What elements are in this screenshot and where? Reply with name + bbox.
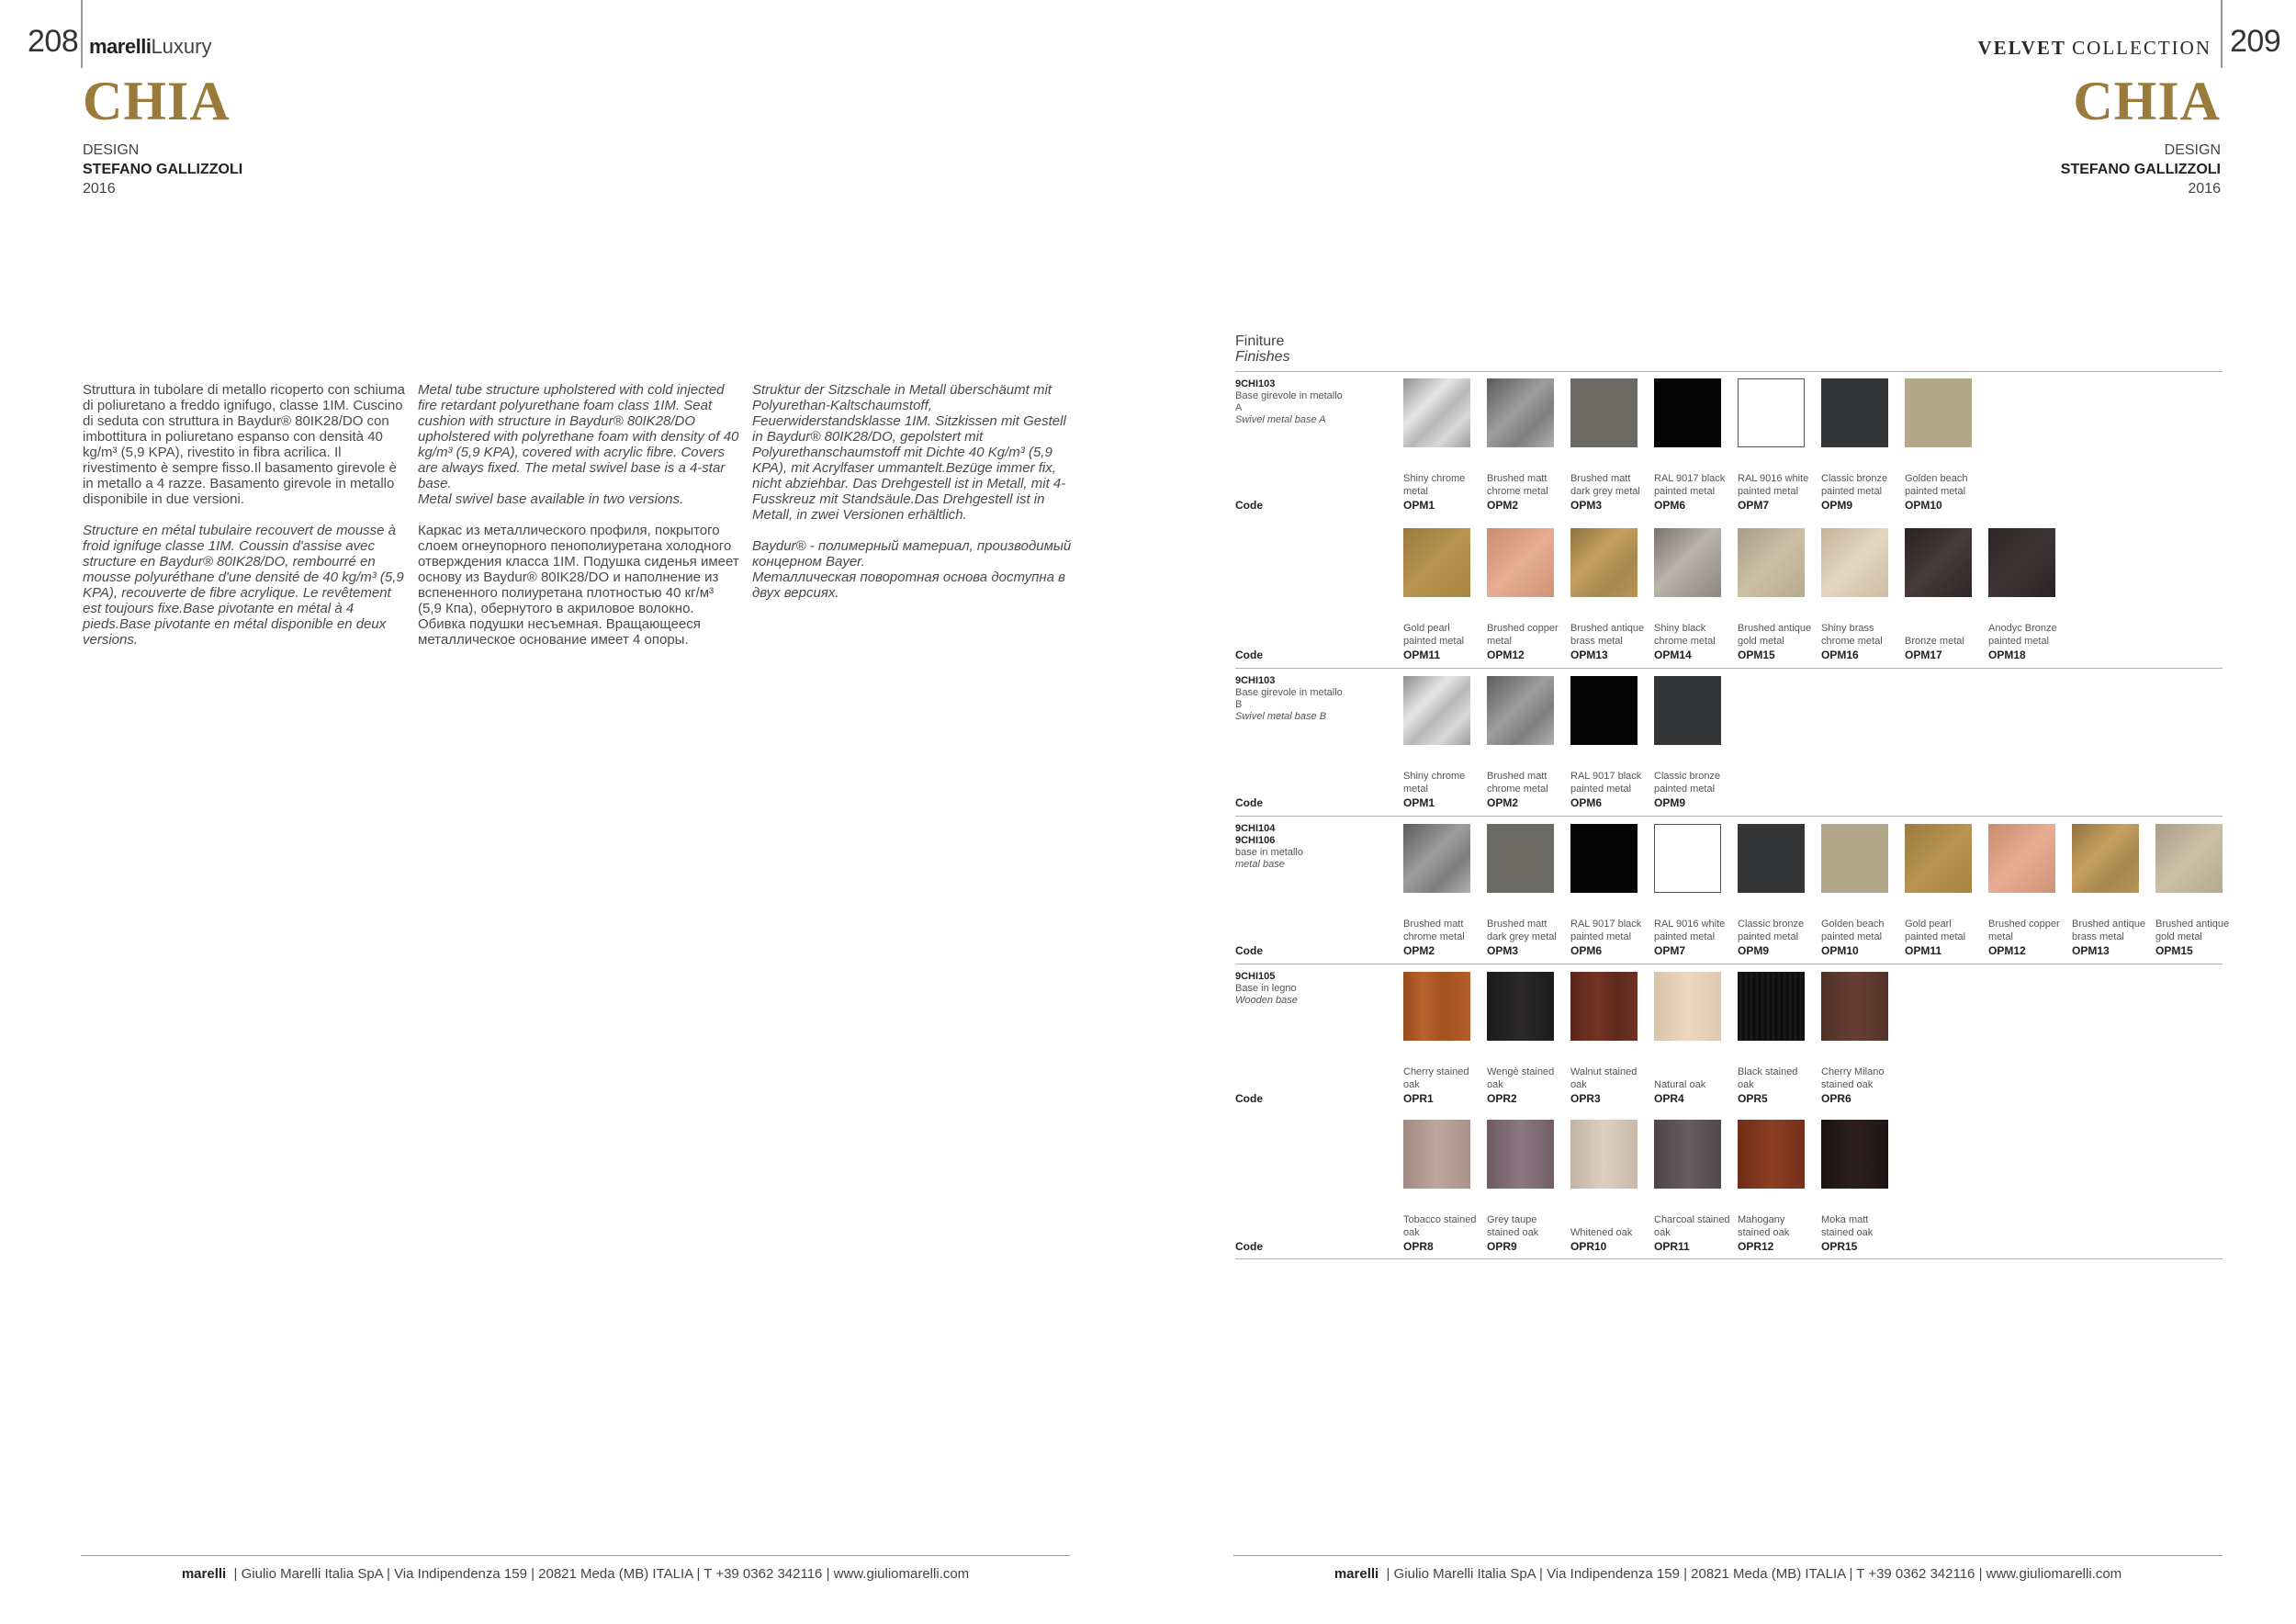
finish-label: Black stained oak [1738,1066,1798,1090]
finish-swatch [1570,528,1638,597]
finish-swatch [1487,972,1554,1041]
product-title-right: CHIA [2073,71,2221,131]
finish-code: OPM14 [1654,648,1692,661]
finish-code: OPR2 [1487,1092,1517,1105]
finish-label: RAL 9016 white painted metal [1654,919,1726,942]
design-label: DESIGN [2164,142,2221,158]
finish-code: OPM9 [1738,944,1770,957]
finish-label: Brushed antique gold metal [2155,919,2230,942]
finish-swatch [1570,824,1638,893]
brand-line: Luxury [151,35,212,58]
header-divider-left [81,0,83,68]
finish-label: Walnut stained oak [1570,1066,1638,1090]
finish-label: Brushed copper metal [1988,919,2060,942]
description-french: Structure en métal tubulaire recouvert de mousse à froid ignifuge classe 1IM. Coussin d'assise avec structure en Baydur® 80IK28/DO, rembourré en mousse polyuréthane d'une densité de 40 kg/m³ (5,9 KPA), recouverte de fibre acrylique. Le revêtement est toujours fixe.Base pivotante en métal à 4 pieds.Base pivotante en métal disponible en deux versions. [83,523,404,648]
finish-label: Shiny black chrome metal [1654,623,1716,647]
finish-code: OPM6 [1570,944,1603,957]
finish-code: OPM9 [1654,796,1686,809]
finish-code: OPM12 [1988,944,2026,957]
finish-label: Shiny chrome metal [1403,771,1466,795]
finish-code: OPM1 [1403,499,1435,512]
code-row-label: Code [1235,1240,1263,1253]
finish-label: Charcoal stained oak [1654,1214,1730,1238]
finish-code: OPR1 [1403,1092,1434,1105]
finish-swatch [1821,972,1888,1041]
finish-code: OPM11 [1905,944,1942,957]
finish-code: OPM18 [1988,648,2026,661]
description-italian: Struttura in tubolare di metallo ricoperto con schiuma di poliuretano a freddo ignifugo, classe 1IM. Cuscino di seduta con struttura in Baydur® 80IK28/DO con imbottitura in poliuretano espanso con densità 40 kg/m³ (5,9 KPA), rivestito in fibra acrilica. Il rivestimento è sempre fisso.Il basamento girevole è in metallo a 4 razze. Basamento girevole in metallo disponibile in due versioni. [83,382,406,507]
finish-swatch [1905,378,1972,447]
finish-label: Whitened oak [1570,1227,1633,1238]
finish-label: Brushed matt dark grey metal [1487,919,1557,942]
finish-label: Gold pearl painted metal [1403,623,1465,647]
finish-label: Brushed matt dark grey metal [1570,473,1640,497]
collection-rest: COLLECTION [2072,37,2212,59]
brand-name: marelli [89,35,152,58]
finish-swatch [1905,528,1972,597]
footer-brand: marelli [1334,1566,1379,1582]
finishes-title-it: Finiture [1235,333,1285,349]
finish-label: Bronze metal [1905,636,1964,647]
description-col-1 [83,382,406,663]
finish-code: OPR4 [1654,1092,1684,1105]
finish-label: Brushed matt chrome metal [1403,919,1465,942]
finish-code: OPR6 [1821,1092,1851,1105]
group-desc-it: Base in legno [1235,983,1297,994]
description-col-2 [418,382,741,663]
finishes-rule [1235,668,2223,669]
finish-group-label [1235,675,1345,723]
finish-label: Classic bronze painted metal [1738,919,1805,942]
finish-swatch [1738,824,1805,893]
finish-swatch [1403,972,1470,1041]
finish-swatch [1487,676,1554,745]
finish-swatch [1654,378,1721,447]
finish-swatch [1570,1120,1638,1189]
design-credit-right [2061,141,2221,198]
finishes-rule [1235,371,2223,372]
finish-label: Golden beach painted metal [1821,919,1885,942]
finish-code: OPM15 [1738,648,1775,661]
group-code: 9CHI105 [1235,971,1276,982]
code-row-label: Code [1235,648,1263,661]
finish-label: RAL 9017 black painted metal [1654,473,1726,497]
finish-code: OPM16 [1821,648,1859,661]
finish-label: Cherry stained oak [1403,1066,1469,1090]
finish-group-label [1235,378,1345,426]
finish-code: OPM7 [1738,499,1770,512]
collection-bold: VELVET [1977,37,2066,59]
finish-label: Shiny brass chrome metal [1821,623,1883,647]
description-russian-note: Baydur® - полимерный материал, производимый концерном Bayer. Металлическая поворотная основа доступна в двух версиях. [752,538,1072,601]
finish-code: OPM17 [1905,648,1942,661]
finish-swatch [1654,528,1721,597]
finish-label: Shiny chrome metal [1403,473,1466,497]
page-number-right: 209 [2230,24,2281,59]
finish-swatch [1403,676,1470,745]
finish-swatch [2072,824,2139,893]
group-desc-en: Swivel metal base B [1235,711,1327,722]
description-english: Metal tube structure upholstered with cold injected fire retardant polyurethane foam class 1IM. Seat cushion with structure in Baydur® 80IK28/DO upholstered with polyrethane foam with density of 40 kg/m³ (5,9 KPA), covered with acrylic fibre. Covers are always fixed. The metal swivel base is a 4-star base. Metal swivel base available in two versions. [418,382,739,507]
finish-code: OPM2 [1487,796,1519,809]
finishes-rule [1235,1258,2223,1259]
finish-label: Moka matt stained oak [1821,1214,1874,1238]
group-code: 9CHI106 [1235,835,1276,846]
finish-swatch [1403,1120,1470,1189]
finish-code: OPM7 [1654,944,1686,957]
finish-swatch [1905,824,1972,893]
finish-swatch [1821,1120,1888,1189]
description-col-3 [752,382,1075,616]
finish-swatch [1738,378,1805,447]
finish-code: OPM1 [1403,796,1435,809]
finish-label: Anodyc Bronze painted metal [1988,623,2057,647]
group-code: 9CHI104 [1235,823,1276,834]
finish-label: Brushed matt chrome metal [1487,473,1548,497]
finish-swatch [1403,528,1470,597]
finish-code: OPR3 [1570,1092,1601,1105]
finish-label: Cherry Milano stained oak [1821,1066,1885,1090]
group-desc-en: metal base [1235,859,1285,870]
finish-code: OPM12 [1487,648,1525,661]
finish-swatch [1654,1120,1721,1189]
finish-label: Brushed copper metal [1487,623,1559,647]
footer-brand: marelli [181,1566,227,1582]
finish-code: OPM13 [2072,944,2110,957]
finish-label: Classic bronze painted metal [1654,771,1721,795]
finish-label: Wengè stained oak [1487,1066,1555,1090]
finish-code: OPR11 [1654,1240,1690,1253]
finish-label: Grey taupe stained oak [1487,1214,1539,1238]
design-year: 2016 [83,181,116,197]
group-code: 9CHI103 [1235,675,1276,686]
collection-name [1977,37,2212,60]
finish-code: OPR15 [1821,1240,1858,1253]
finish-label: Brushed antique brass metal [1570,623,1645,647]
group-code: 9CHI103 [1235,378,1276,389]
finish-swatch [1487,1120,1554,1189]
finish-swatch [1988,824,2055,893]
finish-label: Brushed antique brass metal [2072,919,2146,942]
header-divider-right [2221,0,2223,68]
finish-label: Golden beach painted metal [1905,473,1968,497]
finish-label: Classic bronze painted metal [1821,473,1888,497]
page-number-left: 208 [28,24,79,59]
finish-label: RAL 9017 black painted metal [1570,771,1642,795]
finishes-title-en: Finishes [1235,349,1290,365]
code-row-label: Code [1235,499,1263,512]
finish-swatch [1738,972,1805,1041]
finish-swatch [1570,676,1638,745]
finish-label: Brushed matt chrome metal [1487,771,1548,795]
finish-code: OPM3 [1487,944,1519,957]
finish-code: OPM9 [1821,499,1853,512]
designer-name: STEFANO GALLIZZOLI [2060,162,2221,177]
footer-rule-right [1233,1555,2223,1556]
finish-swatch [1821,378,1888,447]
finish-code: OPR9 [1487,1240,1517,1253]
finish-label: Natural oak [1654,1079,1706,1090]
finish-swatch [1654,676,1721,745]
finish-code: OPR5 [1738,1092,1768,1105]
finish-swatch [1821,528,1888,597]
finish-swatch [1570,972,1638,1041]
code-row-label: Code [1235,1092,1263,1105]
finish-code: OPM13 [1570,648,1608,661]
finishes-rule [1235,816,2223,817]
design-credit-left [83,141,242,198]
finish-label: RAL 9017 black painted metal [1570,919,1642,942]
finish-group-label [1235,823,1345,871]
designer-name: STEFANO GALLIZZOLI [83,162,243,177]
footer-rule-left [81,1555,1070,1556]
finish-label: Mahogany stained oak [1738,1214,1790,1238]
finish-swatch [1654,972,1721,1041]
finish-code: OPM2 [1403,944,1435,957]
finish-swatch [1487,528,1554,597]
finish-swatch [2155,824,2223,893]
finish-code: OPM10 [1821,944,1859,957]
code-row-label: Code [1235,944,1263,957]
finish-code: OPR10 [1570,1240,1607,1253]
code-row-label: Code [1235,796,1263,809]
finish-swatch [1570,378,1638,447]
finish-label: Gold pearl painted metal [1905,919,1966,942]
footer-contact: | Giulio Marelli Italia SpA | Via Indipendenza 159 | 20821 Meda (MB) ITALIA | T +39 0362 342116 | www.giuliomarelli.com [233,1566,970,1582]
footer-right [1233,1566,2223,1582]
finish-code: OPM6 [1570,796,1603,809]
finishes-heading [1235,333,2223,365]
finish-swatch [1487,378,1554,447]
finish-swatch [1821,824,1888,893]
finish-label: Tobacco stained oak [1403,1214,1477,1238]
finish-code: OPM10 [1905,499,1942,512]
finish-swatch [1654,824,1721,893]
product-title-left: CHIA [83,71,231,131]
finish-swatch [1738,1120,1805,1189]
finish-code: OPM6 [1654,499,1686,512]
footer-left [81,1566,1070,1582]
design-year: 2016 [2188,181,2221,197]
group-desc-it: base in metallo [1235,847,1303,858]
finish-swatch [1487,824,1554,893]
finish-code: OPM11 [1403,648,1441,661]
finish-code: OPM15 [2155,944,2193,957]
description-russian: Каркас из металлического профиля, покрытого слоем огнеупорного пенополиуретана холодного отверждения класса 1IM. Подушка сиденья имеет основу из Baydur® 80IK28/DO и наполнение из вспененного полиуретана плотностью 40 кг/м³ (5,9 Кпа), обернутого в акриловое волокно. Обивка подушки несъемная. Вращающееся металлическое основание имеет 4 опоры. [418,523,739,648]
brand-logo [89,35,211,59]
finish-swatch [1738,528,1805,597]
group-desc-it: Base girevole in metallo A [1235,390,1343,413]
description-german: Struktur der Sitzschale in Metall überschäumt mit Polyurethan-Kaltschaumstoff, Feuerwiderstandsklasse 1IM. Sitzkissen mit Gestell in Baydur® 80IK28/DO, gepolstert mit Polyurethanschaumstoff mit Dichte 40 Kg/m³ (5,9 KPA), mit Acrylfaser ummantelt.Bezüge immer fix, nicht abziehbar. Das Drehgestell ist in Metall, mit 4-Fusskreuz mit Standsäule.Das Drehgestell ist in Metall, in zwei Versionen erhältlich. [752,382,1066,523]
finish-swatch [1988,528,2055,597]
group-desc-en: Wooden base [1235,995,1298,1006]
finish-code: OPM3 [1570,499,1603,512]
finish-code: OPR8 [1403,1240,1434,1253]
finish-swatch [1403,824,1470,893]
finish-swatch [1403,378,1470,447]
group-desc-en: Swivel metal base A [1235,414,1326,425]
finish-code: OPM2 [1487,499,1519,512]
group-desc-it: Base girevole in metallo B [1235,687,1343,710]
finish-code: OPR12 [1738,1240,1774,1253]
finish-group-label [1235,971,1345,1007]
design-label: DESIGN [83,142,140,158]
footer-contact: | Giulio Marelli Italia SpA | Via Indipendenza 159 | 20821 Meda (MB) ITALIA | T +39 0362 342116 | www.giuliomarelli.com [1386,1566,2122,1582]
finish-label: RAL 9016 white painted metal [1738,473,1809,497]
finish-label: Brushed antique gold metal [1738,623,1812,647]
